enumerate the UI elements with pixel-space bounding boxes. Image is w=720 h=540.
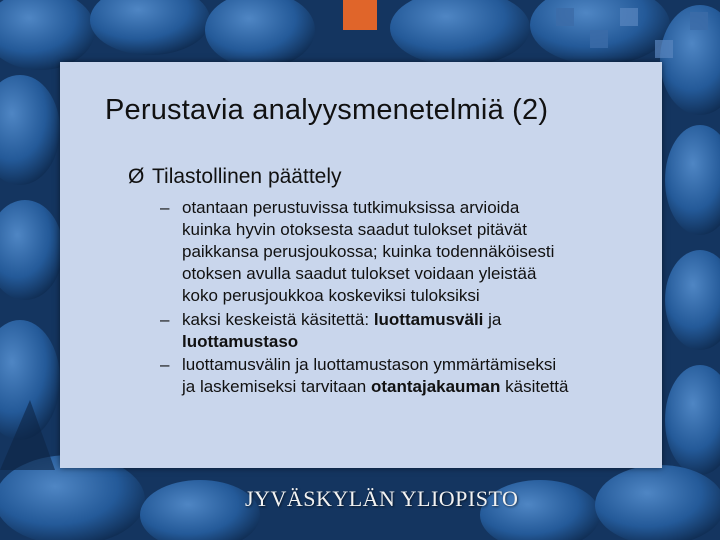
term-luottamustaso: luottamustaso [182, 332, 299, 351]
text-run: käsitettä [500, 377, 569, 396]
dash-bullet: – [160, 355, 170, 374]
text-run: ja laskemiseksi tarvitaan [182, 377, 371, 396]
sub-bullet-1-text [182, 197, 652, 307]
sub-bullet-2-text [182, 309, 652, 353]
text-run: ja [483, 310, 502, 329]
main-bullet-text: Tilastollinen päättely [152, 165, 342, 188]
term-luottamusvali: luottamusväli [373, 310, 484, 329]
term-otantajakauma: otantajakauman [370, 377, 501, 396]
university-logo-text: JYVÄSKYLÄN YLIOPISTO [245, 486, 519, 511]
text-line: kuinka hyvin otoksesta saadut tulokset pitävät [182, 220, 527, 239]
text-line: luottamusvälin ja luottamustason ymmärtämiseksi [182, 355, 557, 374]
text-line: otantaan perustuvissa tutkimuksissa arvioida [182, 198, 520, 217]
orange-accent-square [343, 0, 377, 30]
dash-bullet: – [160, 310, 170, 329]
main-bullet [128, 165, 342, 189]
text-line: paikkansa perusjoukossa; kuinka todennäköisesti [182, 242, 555, 261]
text-line: otoksen avulla saadut tulokset voidaan yleistää [182, 264, 537, 283]
slide-title: Perustavia analyysmenetelmiä (2) [105, 94, 549, 126]
dash-bullet: – [160, 198, 170, 217]
text-run: kaksi keskeistä käsitettä: [182, 310, 374, 329]
arrow-bullet-icon: Ø [128, 165, 145, 188]
text-line: koko perusjoukkoa koskeviksi tuloksiksi [182, 286, 480, 305]
sub-bullet-3-text [182, 354, 652, 398]
